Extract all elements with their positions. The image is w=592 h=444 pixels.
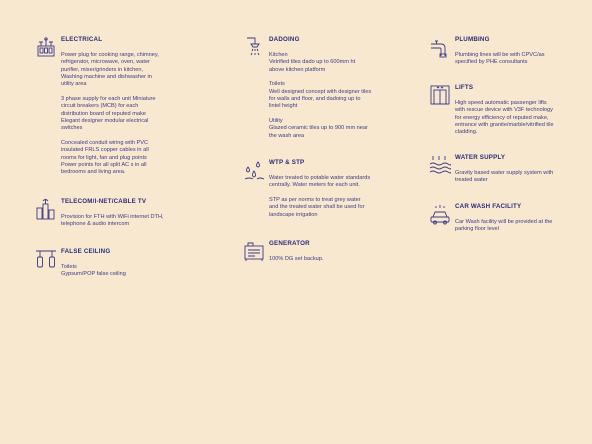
section-title: ELECTRICAL: [61, 36, 103, 43]
section-body: [455, 219, 552, 241]
section-body: [269, 52, 371, 147]
section-paragraph: 3 phase supply for each unit Miniature circuit breakers (MCB) for each distribution board of reputed make Elegant designer modular electrical switches: [61, 95, 156, 132]
section-title: WTP & STP: [269, 159, 305, 166]
section-title: TELECOM/I-NET/CABLE TV: [61, 198, 147, 205]
car-wash-icon: [429, 203, 451, 225]
elevator-icon: [429, 84, 451, 106]
section-paragraph: 100% DG set backup.: [269, 256, 324, 262]
section-body: [455, 100, 554, 144]
section-title: WATER SUPPLY: [455, 154, 506, 161]
section-body: [455, 170, 553, 192]
section-body: [61, 52, 159, 184]
section-paragraph: Plumbing lines will be with CPVC/as specified by PHE consultants: [455, 52, 545, 66]
section-body: [61, 264, 126, 286]
section-paragraph: Power plug for cooking range, chimney, refrigerator, microwave, oven, water purifier, mixer/grinders in kitchen, Washing machine and dishwasher in utility area: [61, 52, 159, 88]
section-paragraph: Utility Glazed ceramic tiles up to 900 mm near the wash area: [269, 118, 368, 139]
section-paragraph: Toilets Gypsum/POP false ceiling: [61, 264, 126, 278]
section-paragraph: STP as per norms to treat grey water and the treated water shall be used for landscape irrigation: [269, 197, 365, 218]
section-title: LIFTS: [455, 84, 474, 91]
telecom-tower-icon: [35, 198, 57, 220]
section-title: PLUMBING: [455, 36, 490, 43]
section-paragraph: High speed automatic passenger lifts with rescue device with V3F technology for energy efficiency of reputed make, entrance with granite/marble/vitrified tile cladding.: [455, 100, 554, 136]
pipe-icon: [429, 36, 451, 58]
section-paragraph: Water treated to potable water standards centrally. Water meters for each unit.: [269, 175, 371, 189]
section-body: [269, 256, 323, 271]
section-title: FALSE CEILING: [61, 248, 111, 255]
section-body: [61, 214, 164, 236]
section-paragraph: Gravity based water supply system with treated water: [455, 170, 554, 184]
section-paragraph: Kitchen Vetrified tiles dado up to 600mm ht above kitchen platform: [269, 52, 356, 73]
electrical-panel-icon: [35, 36, 57, 58]
section-paragraph: Toilets Well designed concept with designer tiles for walls and floor, and dadoing up to lintel height: [269, 81, 372, 110]
section-paragraph: Car Wash facility will be provided at the parking floor level: [455, 219, 553, 233]
shower-icon: [243, 36, 265, 58]
section-title: CAR WASH FACILITY: [455, 203, 522, 210]
section-body: [455, 52, 545, 74]
ceiling-lamp-icon: [35, 248, 57, 270]
generator-icon: [243, 240, 265, 262]
section-title: DADOING: [269, 36, 300, 43]
section-title: GENERATOR: [269, 240, 310, 247]
water-drops-icon: [243, 159, 265, 181]
section-body: [269, 175, 370, 226]
section-paragraph: Provision for FTH with WiFi internet DTH, telephone & audio intercom: [61, 214, 164, 228]
section-paragraph: Concealed conduit wiring with PVC insulated FRLS copper cables in all rooms for light, fan and plug points Power points for all split AC s in all bedrooms and living area.: [61, 139, 149, 176]
water-supply-icon: [429, 154, 451, 176]
